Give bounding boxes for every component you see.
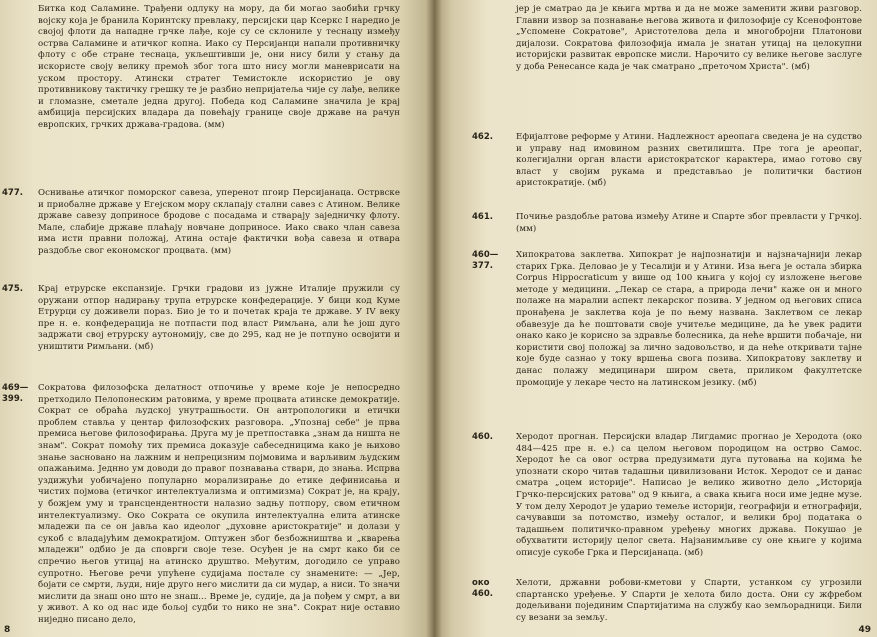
entry-text: Сократова филозофска делатност отпочиње у време које је непосредно претходило Пелопонеским ратовима, у време процвата атинске демократије. Сократ се обраћа људској унутрашњости. Он антропологики и етички проблем ставља у центар филозофских разговора. „Упознај себе" је прва премиса његове филозофирања. Друга му је претпоставка „знам да ништа не знам". Сократ помоћу тих премиса доказује сабеседницима како је њихово знање засновано на лажним и непрецизним појмовима и варљивим људским опажањима. Једнно ум доводи до правог познавања ствари, до знања. Испрва уздижући уобичајено популарно морализирање до етике дефинисања и чистих појмова (етичког интелектуализма и оптимизма) Сократ је, на крају, у божјем уму и трансцендентности налазио задњу потпору, свом етичном интелектуализму. Око Сократа се окупила интелектуална елита атинске младежи па се он јавља као идеолог „духовне аристократије" и долази у сукоб с владајућим демократијом. Оптужен због безбожништва и „кварења младежи" одбио је да споврги своје тезе. Осуђен је на смрт како би се спречио његов утицај на атинско друштво. Међутим, догодило се управо супротно. Његове речи упућене судијама постале су знамените: — „Јер, бојати се смрти, људи, није друго него мислити да си мудар, а ниси. То значи мислити да знаш оно што не знаш... Време је, судије, да ја пођем у смрт, а ви у живот. А ко од нас иде бољој судби то нико не зна". Сократ није оставио ниједно писано дело, (38, 383, 400, 625)
entry-year: 475. (2, 284, 23, 294)
entry-text: Битка код Саламине. Трађени одлуку на мору, да би могао заобићи грчку војску која је бранила Коринтску превлаку, персијски цар Ксеркс I наредио је својој флоти да нападне грчке лађе, које су се склониле у теснацу између острва Саламине и атичког копна. Иако су Персијанци напали противничку флоту с обе стране теснаца, укљештивши је, они нису били у стању да искористе своју велику премоћ због тога што нису могли маневрисати на уском простору. Атински стратег Темистокле искористио је ову противникову тактичку грешку те је разбио непријатеља чије су лађе, велике и гломазне, сметале једна другој. Победа код Саламине значила је крај амбиција персијских владара да повећају границе своје државе на рачун европских, грчких држава-градова. (мм) (38, 4, 400, 130)
left-page (0, 0, 434, 637)
book-gutter (426, 0, 442, 637)
entry-year: 460— 377. (472, 250, 499, 271)
entry-year: 462. (472, 132, 493, 142)
entry-text: Хипократова заклетва. Хипократ је најпознатији и најзначајнији лекар старих Грка. Деловао је у Тесалији и у Атини. Иза њега је остала збирка Corpus Hippocraticum у више од 100 књига у којој су изложене његове методе у медицини. „Лекар се стара, а природа лечи" каже он и много полаже на маралии аспект лекарског позива. У једном од његових списа пронађена је заклетва која је по њему названа. Заклетвом се лекар обавезује да ће поштовати своје учитеље медицине, да ће увек радити онако како је корисно за здравље болесника, да неће вршити побачаје, ни користити свој положај за лично задовољство, и да неће откривати тајне које буде сазнао у току вршења свога позива. Хипократову заклетву и данас полажу медицинари широм света, приликом факултетске промоције у лекаре често на латинском језику. (мб) (516, 250, 862, 388)
page-number: 49 (858, 625, 871, 635)
entry-year: 469— 399. (2, 383, 29, 404)
entry-text: Почиње раздобље ратова између Атине и Спарте због превласти у Грчкој. (мм) (516, 212, 862, 234)
entry-year: 477. (2, 188, 23, 198)
entry-text: Херодот прогнан. Персијски владар Лигдамис прогнао је Херодота (око 484—425 пре н. е.) са целом његовом породицом на острво Самос. Херодот ће са овог острва предузимати дуга путовања на којима ће упознати скоро читав тадашњи цивилизовани Исток. Херодот се и данас сматра „оцем историје". Написао је велико животно дело „Историја Грчко-персијских ратова" од 9 књига, а свака књига носи име једне музе. У том делу Херодот је ударио темеље историји, географији и етнографији, сачувавши за потомство, између осталог, и велики број података о тадашњем политичко-правном уређењу многих држава. Покушао је обухватити историју целог света. Најзанимљиве су оне књиге у којима описује сукобе Грка и Персијанаца. (мб) (516, 432, 862, 558)
entry-text: јер је сматрао да је књига мртва и да не може заменити живи разговор. Главни извор за познавање његова живота и филозофије су Ксенофонтове „Успомене Сократове", Аристотелова дела и многобројни Платонови дијалози. Сократова филозофија имала је знатан утицај на целокупни историјски развитак европске мисли. Нарочито су велике његове заслуге у доба Ренесансе када је чак сматрано „преточом Христа". (мб) (516, 4, 862, 72)
entry-text: Хелоти, државни робови-кметови у Спарти, устанком су угрозили спартанско уређење. У Спарти је хелота било доста. Они су жфребом додељивани појединим Спартијатима на службу као земљорадници. Били су везани за земљу. (516, 578, 862, 623)
entry-text: Ефијалтове реформе у Атини. Надлежност ареопага сведена је на судство и управу над имовином разних светилишта. Пре тога је ареопаг, колегијални орган власти аристократског карактера, имао готово сву власт у својим рукама и представљао је политички бастион аристократије. (мб) (516, 132, 862, 189)
entry-text: Оснивање атичког поморског савеза, уперенот пгоир Персијанаца. Острвске и приобалне државе у Егејском мору склапају стални савез с Атином. Велике државе савезу доприносе бродове с посадама и стварају заједничку флоту. Мале, слабије државе плаћају новчане доприносе. Иако свако члан савеза има исти правни положај, Атина остаје фактички вођа савеза и отвара раздобље свог економског процвата. (мм) (38, 188, 400, 256)
right-page (434, 0, 877, 637)
page-number: 8 (4, 625, 11, 635)
entry-year: 461. (472, 212, 493, 222)
entry-year: око 460. (472, 578, 493, 599)
entry-text: Крај етрурске експанзије. Грчки градови из јужне Италије пружили су оружани отпор надирању трупа етрурске конфедерације. У бици код Куме Етрурци су доживели пораз. Био је то и почетак краја те државе. У IV веку пре н. е. конфедерација не потпасти под власт Римљана, али ће још дуго задржати свој етрурску аутономију, све до 295, кад не је потпуно освојити и уништити Римљани. (мб) (38, 284, 400, 352)
entry-year: 460. (472, 432, 493, 442)
